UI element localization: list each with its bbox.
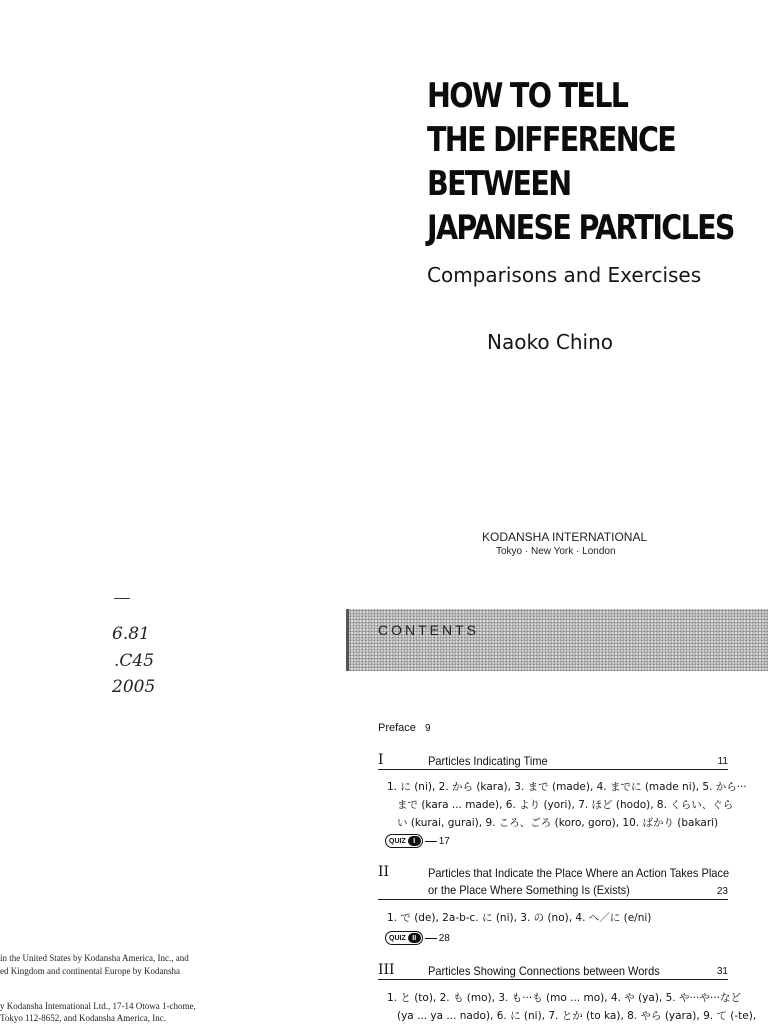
toc-section-3-number: III (378, 962, 395, 978)
toc-section-2-rule (378, 899, 728, 900)
book-title-line-4: JAPANESE PARTICLES (427, 208, 734, 248)
toc-section-1-title: Particles Indicating Time (428, 754, 548, 768)
toc-section-2-title-line-2: or the Place Where Something Is (Exists) (428, 883, 630, 897)
copyright-line-3: y Kodansha International Ltd., 17-14 Otowa 1-chome, (0, 1001, 196, 1011)
toc-section-2-page: 23 (716, 886, 728, 897)
quiz-label: QUIZ (389, 837, 406, 845)
toc-section-1-rule (378, 769, 728, 770)
quiz-number: I (408, 836, 421, 846)
book-title-line-2: THE DIFFERENCE (427, 120, 676, 160)
quiz-number: II (408, 933, 421, 943)
handwritten-call-number-line-3: 2005 (112, 677, 156, 697)
toc-section-1-number: I (378, 752, 384, 768)
toc-section-2-number: II (378, 864, 390, 880)
toc-section-3-title: Particles Showing Connections between Words (428, 964, 660, 978)
toc-preface-label: Preface (378, 722, 416, 734)
copyright-line-1: in the United States by Kodansha America, Inc., and (0, 953, 189, 963)
quiz-page: 17 (438, 835, 450, 847)
copyright-line-2: ed Kingdom and continental Europe by Kodansha (0, 966, 180, 976)
quiz-label: QUIZ (389, 934, 406, 942)
contents-heading: CONTENTS (378, 622, 479, 638)
book-title (427, 74, 757, 250)
quiz-leader-line (425, 841, 437, 842)
contents-banner (346, 609, 768, 671)
toc-section-3-page: 31 (716, 966, 728, 977)
author-name: Naoko Chino (487, 330, 614, 354)
toc-section-2-title-line-1: Particles that Indicate the Place Where an Action Takes Place (428, 866, 730, 880)
handwritten-call-number-line-2: .C45 (114, 651, 155, 671)
toc-preface (378, 722, 431, 734)
toc-section-1-page: 11 (717, 756, 728, 767)
book-title-line-3: BETWEEN (427, 164, 571, 204)
publisher-cities: Tokyo · New York · London (496, 546, 616, 557)
toc-preface-page: 9 (424, 723, 431, 734)
publisher-name: KODANSHA INTERNATIONAL (482, 530, 648, 544)
toc-section-1-quiz (385, 834, 450, 848)
toc-section-3-items-line-1: 1. と (to), 2. も (mo), 3. も···も (mo ... mo), 4. や (ya), 5. や···や···など (387, 992, 741, 1004)
toc-section-1-items-line-1: 1. に (ni), 2. から (kara), 3. まで (made), 4. までに (made ni), 5. から··· (387, 781, 747, 793)
quiz-badge (385, 931, 423, 945)
quiz-leader-line (425, 938, 437, 939)
toc-section-1-items-line-2: まで (kara ... made), 6. より (yori), 7. ほど (hodo), 8. くらい、ぐら (397, 799, 734, 811)
handwritten-call-number-line-1: 6.81 (112, 624, 150, 644)
book-subtitle: Comparisons and Exercises (427, 263, 702, 287)
toc-section-2-items-line-1: 1. で (de), 2a-b-c. に (ni), 3. の (no), 4. へ／に (e/ni) (387, 912, 652, 924)
toc-section-2-quiz (385, 931, 450, 945)
toc-section-3-items-line-2: (ya ... ya ... nado), 6. に (ni), 7. とか (to ka), 8. やら (yara), 9. て (-te), (397, 1010, 757, 1022)
book-title-line-1: HOW TO TELL (427, 76, 628, 116)
quiz-badge (385, 834, 423, 848)
handwritten-mark (114, 598, 130, 599)
quiz-page: 28 (438, 932, 450, 944)
toc-section-1-items-line-3: い (kurai, gurai), 9. ころ、ごろ (koro, goro), 10. ばかり (bakari) (397, 817, 719, 829)
copyright-line-4: Tokyo 112-8652, and Kodansha America, Inc. (0, 1013, 166, 1023)
toc-section-3-rule (378, 979, 728, 980)
